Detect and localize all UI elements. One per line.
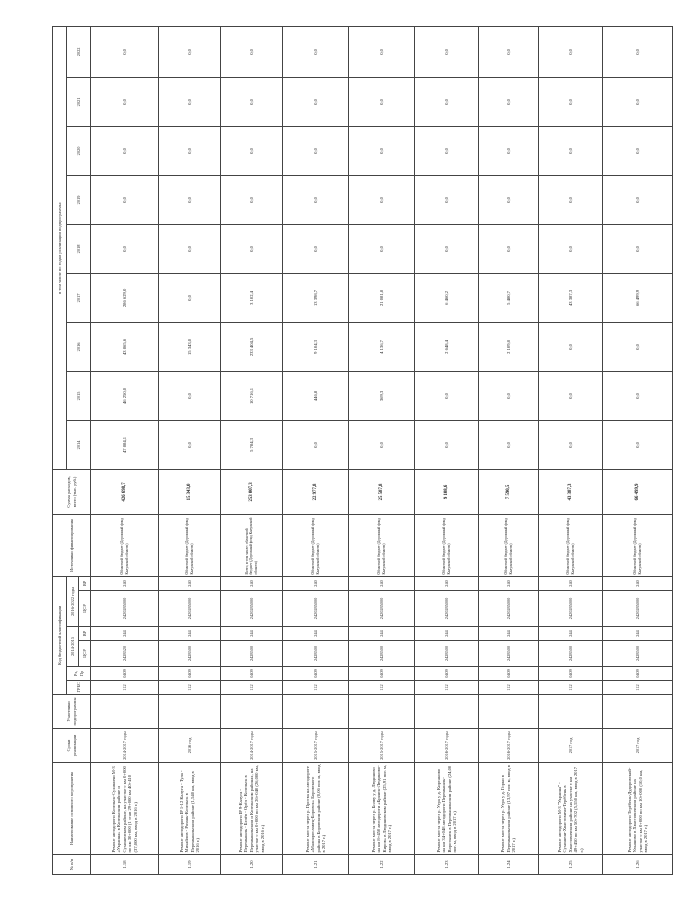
row-csr: 2428500 xyxy=(603,641,673,667)
row-csr: 2428500 xyxy=(349,641,415,667)
table-row xyxy=(349,26,415,874)
row-number: 1.23 xyxy=(415,855,479,875)
header-vr: ВР xyxy=(79,576,91,590)
row-year-value: 0,0 xyxy=(603,77,673,126)
row-period: 2015-2017 годы xyxy=(283,729,349,763)
header-year: 2019 xyxy=(67,175,91,224)
header-year: 2016 xyxy=(67,322,91,371)
row-year-value: 10 716,1 xyxy=(221,371,283,420)
row-source: Областной бюджет (Дорожный фонд Калужской области) xyxy=(479,514,539,576)
row-year-value: 0,0 xyxy=(603,26,673,77)
row-name: Ремонт автодороги IP 9-Калуга - Перемышль - Белёв - Орёл - Козельск в Перемышльском и Козельском районах, на участке с км 0+000 по км 26+040 (26,000 км, ввод в 2016 г.) xyxy=(221,763,283,855)
row-csr: 2420285000 xyxy=(283,591,349,627)
table-row xyxy=(539,26,603,874)
row-csr: 2428500 xyxy=(221,641,283,667)
row-period: 2015-2017 годы xyxy=(349,729,415,763)
header-csr: ЦСР xyxy=(79,641,91,667)
row-year-value: 0,0 xyxy=(221,175,283,224)
row-vr: 240 xyxy=(159,576,221,590)
row-csr: 2428500 xyxy=(479,641,539,667)
row-year-value: 0,0 xyxy=(159,175,221,224)
row-year-value: 0,0 xyxy=(539,322,603,371)
row-year-value: 286 629,0 xyxy=(91,273,159,322)
row-year-value: 0,0 xyxy=(221,77,283,126)
row-number: 1.25 xyxy=(539,855,603,875)
row-year-value: 43 865,6 xyxy=(91,322,159,371)
row-year-value: 0,0 xyxy=(479,420,539,469)
row-year-value: 0,0 xyxy=(349,420,415,469)
row-year-value: 0,0 xyxy=(349,26,415,77)
row-period: 2014-2017 годы xyxy=(221,729,283,763)
row-year-value: 43 387,3 xyxy=(539,273,603,322)
row-grbs: 112 xyxy=(159,681,221,695)
row-vr: 240 xyxy=(415,576,479,590)
row-year-value: 0,0 xyxy=(415,371,479,420)
row-year-value: 0,0 xyxy=(349,175,415,224)
row-year-value: 0,0 xyxy=(221,224,283,273)
header-by-year: в том числе по годам реализации подпрограммы: xyxy=(53,26,67,469)
row-year-value: 0,0 xyxy=(415,175,479,224)
table-row xyxy=(221,26,283,874)
row-csr: 2420285000 xyxy=(221,591,283,627)
budget-table xyxy=(52,26,673,875)
header-vr: ВР xyxy=(79,627,91,641)
row-vr: 244 xyxy=(283,627,349,641)
row-vr: 244 xyxy=(91,627,159,641)
row-name: Ремонт моста через р. Болву у д. Людиново на км 8+450 автодороги «Брянск-Людиново-Киров» в Людиновском районе (25,91 пог. м, ввод в 2017 г.) xyxy=(349,763,415,855)
row-total: 25 587,8 xyxy=(349,469,415,514)
row-year-value: 0,0 xyxy=(603,175,673,224)
row-year-value: 21 081,8 xyxy=(349,273,415,322)
row-vr: 244 xyxy=(159,627,221,641)
header-grbs: ГРБС xyxy=(67,681,91,695)
row-year-value: 66 499,9 xyxy=(603,273,673,322)
row-year-value: 15 343,0 xyxy=(159,322,221,371)
row-participants xyxy=(479,695,539,729)
row-total: 66 499,9 xyxy=(603,469,673,514)
row-year-value: 0,0 xyxy=(91,224,159,273)
row-year-value: 0,0 xyxy=(415,26,479,77)
row-year-value: 47 884,1 xyxy=(91,420,159,469)
row-rzpr: 0409 xyxy=(221,667,283,681)
row-grbs: 112 xyxy=(221,681,283,695)
row-vr: 244 xyxy=(349,627,415,641)
row-source: Областной бюджет (Дорожный фонд Калужской области) xyxy=(159,514,221,576)
row-year-value: 2 109,8 xyxy=(479,322,539,371)
header-2016-2022: 2016-2022 годы xyxy=(67,576,79,626)
row-year-value: 0,0 xyxy=(283,26,349,77)
row-name: Ремонт моста через р. Протва на автодороге «Малоярославец-Боровск» Боровского района в Боровском районе (0,06 пог. м, ввод в 2017 г.) xyxy=(283,763,349,855)
row-year-value: 0,0 xyxy=(479,126,539,175)
row-year-value: 0,0 xyxy=(415,224,479,273)
header-name: Наименование основного мероприятия xyxy=(53,763,91,855)
header-sources: Источники финансирования xyxy=(53,514,91,576)
row-number: 1.21 xyxy=(283,855,349,875)
row-csr: 2420285000 xyxy=(479,591,539,627)
row-year-value: 9 104,3 xyxy=(283,322,349,371)
header-participants: Участники подпрограммы xyxy=(53,695,91,729)
row-year-value: 0,0 xyxy=(539,371,603,420)
row-name: Ремонт автодороги Козельск-Сухиничи М-3 «Украина» в Козельском районе и Сухиничском районе, на участке с км 0+000 по км 30+000 (1 этап 29+000 км 40+410 (37,000 км, ввод в 2016 г.) xyxy=(91,763,159,855)
row-vr: 240 xyxy=(91,576,159,590)
row-year-value: 0,0 xyxy=(283,175,349,224)
row-number: 1.22 xyxy=(349,855,415,875)
row-period: 2016-2017 годы xyxy=(479,729,539,763)
row-year-value: 0,0 xyxy=(221,126,283,175)
row-vr: 244 xyxy=(603,627,673,641)
table-row xyxy=(603,26,673,874)
header-year: 2018 xyxy=(67,224,91,273)
header-csr: ЦСР xyxy=(79,591,91,627)
row-source: Областной бюджет (Дорожный фонд Калужской области) xyxy=(603,514,673,576)
row-participants xyxy=(91,695,159,729)
row-year-value: 0,0 xyxy=(159,273,221,322)
row-year-value: 0,0 xyxy=(603,224,673,273)
row-year-value: 0,0 xyxy=(539,26,603,77)
row-year-value: 446,8 xyxy=(283,371,349,420)
row-number: 1.26 xyxy=(603,855,673,875)
header-period: Сроки реализации xyxy=(53,729,91,763)
row-period: 2017 год xyxy=(603,729,673,763)
row-rzpr: 0409 xyxy=(283,667,349,681)
header-rzpr: Рз, Пр xyxy=(67,667,91,681)
table-row xyxy=(283,26,349,874)
row-total: 43 387,3 xyxy=(539,469,603,514)
row-grbs: 112 xyxy=(91,681,159,695)
row-grbs: 112 xyxy=(415,681,479,695)
row-csr: 2420285000 xyxy=(539,591,603,627)
row-year-value: 13 398,7 xyxy=(283,273,349,322)
row-source: Всего, в том числе: областной бюджет (Дорожный фонд Калужской области) xyxy=(221,514,283,576)
header-year: 2014 xyxy=(67,420,91,469)
row-year-value: 0,0 xyxy=(539,224,603,273)
row-year-value: 2 648,4 xyxy=(415,322,479,371)
row-year-value: 0,0 xyxy=(479,371,539,420)
row-year-value: 0,0 xyxy=(91,175,159,224)
row-grbs: 112 xyxy=(539,681,603,695)
row-year-value: 0,0 xyxy=(415,420,479,469)
row-vr: 244 xyxy=(415,627,479,641)
row-csr: 2428520 xyxy=(91,641,159,667)
header-year: 2022 xyxy=(67,26,91,77)
row-year-value: 6 460,2 xyxy=(415,273,479,322)
row-number: 1.18 xyxy=(91,855,159,875)
row-year-value: 0,0 xyxy=(159,26,221,77)
table-row xyxy=(159,26,221,874)
row-participants xyxy=(603,695,673,729)
row-name: Ремонт автодороги IP 1-12 Калуга - Тула - Михайлов - Рязань-Козельск в Перемышльском районе (1,540 км, ввод в 2016 г.) xyxy=(159,763,221,855)
table-row xyxy=(415,26,479,874)
row-year-value: 0,0 xyxy=(283,77,349,126)
table-header xyxy=(53,26,91,874)
row-year-value: 369,3 xyxy=(349,371,415,420)
row-grbs: 112 xyxy=(283,681,349,695)
row-rzpr: 0409 xyxy=(91,667,159,681)
row-source: Областной бюджет (Дорожный фонд Калужской области) xyxy=(415,514,479,576)
header-total: Сумма расходов, всего (тыс. руб.) xyxy=(53,469,91,514)
row-year-value: 0,0 xyxy=(479,175,539,224)
row-vr: 240 xyxy=(283,576,349,590)
row-source: Областной бюджет (Дорожный фонд Калужской области) xyxy=(539,514,603,576)
row-year-value: 0,0 xyxy=(539,175,603,224)
row-grbs: 112 xyxy=(349,681,415,695)
header-2014-2015: 2014-2015 xyxy=(67,627,79,667)
row-year-value: 0,0 xyxy=(479,77,539,126)
row-year-value: 0,0 xyxy=(539,420,603,469)
row-source: Областной бюджет (Дорожный фонд Калужской области) xyxy=(283,514,349,576)
row-year-value: 0,0 xyxy=(159,77,221,126)
row-year-value: 5 480,7 xyxy=(479,273,539,322)
row-rzpr: 0409 xyxy=(539,667,603,681)
row-total: 15 343,0 xyxy=(159,469,221,514)
row-year-value: 0,0 xyxy=(603,371,673,420)
row-year-value: 0,0 xyxy=(349,77,415,126)
row-period: 2014-2017 годы xyxy=(91,729,159,763)
row-year-value: 0,0 xyxy=(283,224,349,273)
row-participants xyxy=(159,695,221,729)
row-rzpr: 0409 xyxy=(603,667,673,681)
row-period: 2017 год xyxy=(539,729,603,763)
row-year-value: 0,0 xyxy=(603,322,673,371)
row-number: 1.20 xyxy=(221,855,283,875)
row-year-value: 0,0 xyxy=(91,77,159,126)
row-participants xyxy=(415,695,479,729)
row-year-value: 0,0 xyxy=(159,371,221,420)
row-rzpr: 0409 xyxy=(349,667,415,681)
row-csr: 2428500 xyxy=(415,641,479,667)
row-vr: 244 xyxy=(221,627,283,641)
row-participants xyxy=(283,695,349,729)
row-vr: 244 xyxy=(539,627,603,641)
row-year-value: 0,0 xyxy=(91,126,159,175)
row-total: 22 977,8 xyxy=(283,469,349,514)
header-year: 2021 xyxy=(67,77,91,126)
row-year-value: 0,0 xyxy=(603,420,673,469)
header-num: № п/п xyxy=(53,855,91,875)
row-total: 426 698,7 xyxy=(91,469,159,514)
row-period: 2016-2017 годы xyxy=(415,729,479,763)
row-csr: 2420285000 xyxy=(603,591,673,627)
row-name: Ремонт моста через р. Угра у д. Горки в Перемышльском районе (13,97 пог. м, ввод в 2017 г.) xyxy=(479,763,539,855)
row-participants xyxy=(539,695,603,729)
row-vr: 240 xyxy=(603,576,673,590)
row-year-value: 0,0 xyxy=(415,126,479,175)
row-year-value: 5 784,3 xyxy=(221,420,283,469)
row-csr: 2428500 xyxy=(283,641,349,667)
row-year-value: 0,0 xyxy=(539,126,603,175)
header-year: 2020 xyxy=(67,126,91,175)
row-number: 1.19 xyxy=(159,855,221,875)
row-source: Областной бюджет (Дорожный фонд Калужской области) xyxy=(91,514,159,576)
row-year-value: 0,0 xyxy=(539,77,603,126)
row-name: Ремонт автодороги М-3 "Украина" - Сухиничи-Хвастовичи-Терёбень в Хвастовичском районе на участке с км 49+450 по км 50+702 (5,550 км, ввод в 2017 г.) xyxy=(539,763,603,855)
row-year-value: 0,0 xyxy=(159,126,221,175)
row-year-value: 0,0 xyxy=(349,224,415,273)
row-csr: 2420285000 xyxy=(91,591,159,627)
row-vr: 240 xyxy=(539,576,603,590)
row-total: 7 590,5 xyxy=(479,469,539,514)
row-participants xyxy=(349,695,415,729)
header-year: 2017 xyxy=(67,273,91,322)
row-year-value: 4 136,7 xyxy=(349,322,415,371)
row-vr: 240 xyxy=(221,576,283,590)
row-rzpr: 0409 xyxy=(479,667,539,681)
row-year-value: 3 102,4 xyxy=(221,273,283,322)
table-row xyxy=(479,26,539,874)
row-year-value: 0,0 xyxy=(603,126,673,175)
row-name: Ремонт моста через р. Угра у д. Кирсаново на км 34+048 автодороги Перемышль-Воротынск в Перемышльском районе (24,00 пог. м, ввод в 2017 г.) xyxy=(415,763,479,855)
row-year-value: 0,0 xyxy=(221,26,283,77)
row-grbs: 112 xyxy=(603,681,673,695)
row-year-value: 0,0 xyxy=(159,420,221,469)
header-budget-codes: Код бюджетной классификации xyxy=(53,576,67,694)
row-csr: 2420285000 xyxy=(349,591,415,627)
row-vr: 240 xyxy=(479,576,539,590)
row-year-value: 46 250,0 xyxy=(91,371,159,420)
row-year-value: 0,0 xyxy=(159,224,221,273)
row-name: Ремонт автодороги Терёбень-Дудоровский-Ульяново в Хвастовичском районе на участке с км 0+000 по км 10+000 (10,0 км, ввод в 2017 г.) xyxy=(603,763,673,855)
row-csr: 2420285000 xyxy=(415,591,479,627)
row-year-value: 233 404,5 xyxy=(221,322,283,371)
row-year-value: 0,0 xyxy=(91,26,159,77)
header-year: 2015 xyxy=(67,371,91,420)
row-csr: 2428500 xyxy=(159,641,221,667)
row-year-value: 0,0 xyxy=(479,26,539,77)
row-vr: 240 xyxy=(349,576,415,590)
row-year-value: 0,0 xyxy=(283,420,349,469)
row-participants xyxy=(221,695,283,729)
row-csr: 2420285000 xyxy=(159,591,221,627)
row-rzpr: 0409 xyxy=(415,667,479,681)
table-body xyxy=(91,26,673,874)
row-grbs: 112 xyxy=(479,681,539,695)
row-year-value: 0,0 xyxy=(479,224,539,273)
row-year-value: 0,0 xyxy=(415,77,479,126)
row-source: Областной бюджет (Дорожный фонд Калужской области) xyxy=(349,514,415,576)
row-period: 2016 год xyxy=(159,729,221,763)
row-total: 9 108,6 xyxy=(415,469,479,514)
row-csr: 2428500 xyxy=(539,641,603,667)
row-total: 253 007,3 xyxy=(221,469,283,514)
row-year-value: 0,0 xyxy=(283,126,349,175)
row-year-value: 0,0 xyxy=(349,126,415,175)
row-rzpr: 0409 xyxy=(159,667,221,681)
row-vr: 244 xyxy=(479,627,539,641)
row-number: 1.24 xyxy=(479,855,539,875)
table-row xyxy=(91,26,159,874)
